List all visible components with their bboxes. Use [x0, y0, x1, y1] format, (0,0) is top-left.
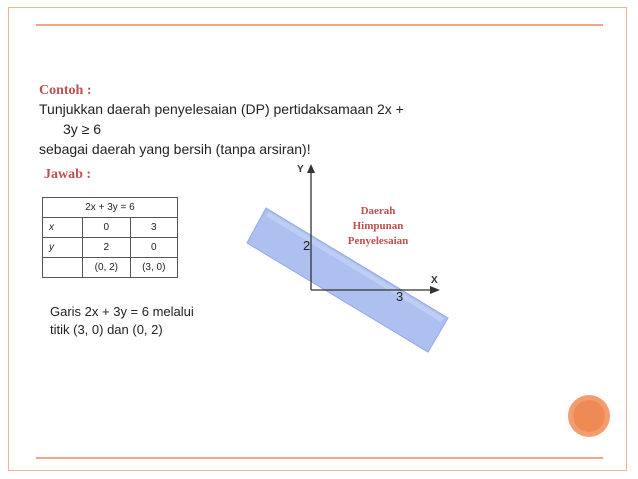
- table-cell: y: [43, 238, 83, 258]
- y-axis-arrow: [307, 164, 315, 173]
- table-header: 2x + 3y = 6: [43, 198, 178, 218]
- table-cell: 3: [130, 218, 177, 238]
- problem-line-2: 3y ≥ 6: [63, 121, 102, 137]
- table-cell: (0, 2): [83, 258, 130, 278]
- line-explanation-1: Garis 2x + 3y = 6 melalui: [50, 304, 194, 319]
- answer-title: Jawab :: [44, 167, 92, 182]
- y-intercept-label: 2: [303, 238, 311, 253]
- y-axis-label: Y: [297, 164, 304, 175]
- problem-line-1: Tunjukkan daerah penyelesaian (DP) pertidaksamaan 2x +: [39, 101, 404, 117]
- x-axis-arrow: [430, 286, 440, 294]
- region-label-line-3: Penyelesaian: [347, 235, 409, 247]
- region-label: [338, 204, 418, 249]
- table-cell: 0: [130, 238, 177, 258]
- line-explanation-2: titik (3, 0) dan (0, 2): [50, 322, 163, 337]
- table-cell: 2: [83, 238, 130, 258]
- x-axis-label: X: [431, 275, 438, 286]
- problem-line-3: sebagai daerah yang bersih (tanpa arsiran)!: [39, 141, 311, 157]
- x-intercept-label: 3: [396, 289, 404, 304]
- region-label-line-2: Himpunan: [352, 220, 404, 232]
- table-cell: 0: [83, 218, 130, 238]
- example-title: Contoh :: [39, 83, 92, 98]
- region-label-line-1: Daerah: [360, 205, 396, 217]
- table-cell: x: [43, 218, 83, 238]
- table-cell: (3, 0): [130, 258, 177, 278]
